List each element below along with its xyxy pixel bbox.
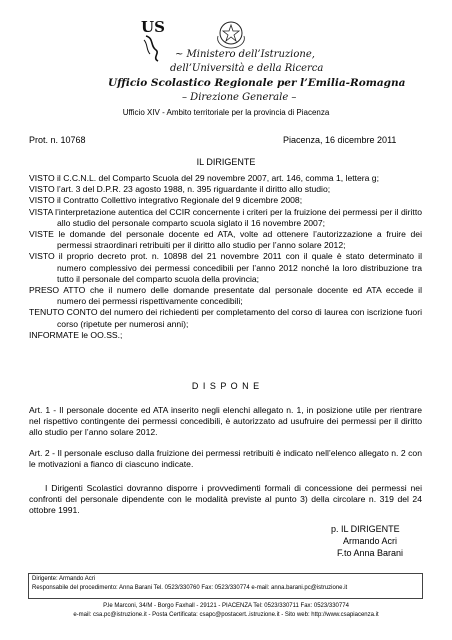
visto-item: VISTO il proprio decreto prot. n. 10898 del 21 novembre 2011 con il quale è stato determinato il numero complessivo dei permessi concedibili per l’anno 2012 nonché la loro distribuzione tra tutto il personale del comparto scuola della provincia;	[29, 251, 422, 284]
visto-item: TENUTO CONTO del numero dei richiedenti per completamento del corso di laurea con iscrizione fuori corso (ripetute per numerosi anni);	[29, 307, 422, 329]
footer-dirigente: Dirigente: Armando Acri	[32, 576, 96, 582]
signature-role: p. IL DIRIGENTE	[331, 524, 400, 534]
visto-item: PRESO ATTO che il numero delle domande presentate dal personale docente ed ATA eccede il numero dei permessi rispettivamente concedibili;	[29, 285, 422, 307]
visto-list	[29, 173, 422, 341]
logo-text: US	[141, 18, 165, 36]
article-2: Art. 2 - Il personale escluso dalla fruizione dei permessi retribuiti è indicato nell’elenco allegato n. 2 con le motivazioni a fianco di ciascuno indicate.	[29, 448, 422, 470]
place-date: Piacenza, 16 dicembre 2011	[283, 135, 397, 145]
footer-responsabile: Responsabile del procedimento: Anna Barani Tel. 0523/330760 Fax: 0523/330774 e-mail: anna.barani.pc@istruzione.it	[32, 585, 348, 591]
republic-emblem	[214, 18, 248, 50]
footer-box	[28, 573, 423, 599]
visto-item: VISTO l’art. 3 del D.P.R. 23 agosto 1988, n. 395 riguardante il diritto allo studio;	[29, 184, 331, 195]
letterhead-ministry: ~ Ministero dell’Istruzione,	[175, 49, 315, 60]
article-1: Art. 1 - Il personale docente ed ATA inserito negli elenchi allegato n. 1, in posizione utile per rientrare nel rispettivo contingente dei permessi concedibili, è autorizzato ad usufruire dei permessi per il diritto allo studio per l’anno solare 2012.	[29, 405, 422, 438]
heading-dirigente: IL DIRIGENTE	[196, 157, 256, 167]
visto-item: INFORMATE le OO.SS.;	[29, 329, 123, 340]
protocol-number: Prot. n. 10768	[29, 135, 86, 145]
us-logo	[140, 18, 170, 62]
dispone-heading: D I S P O N E	[191, 381, 261, 391]
letterhead-direction: – Direzione Generale –	[182, 92, 297, 103]
sub-office-line: Ufficio XIV - Ambito territoriale per la provincia di Piacenza	[122, 108, 330, 117]
signature-name: Armando Acri	[343, 536, 398, 546]
visto-item: VISTO il C.C.N.L. del Comparto Scuola del 29 novembre 2007, art. 146, comma 1, lettera g;	[29, 173, 379, 183]
signature-signed-by: F.to Anna Barani	[337, 548, 404, 558]
visto-item: VISTA l’interpretazione autentica del CCIR concernente i criteri per la fruizione dei permessi per il diritto allo studio del personale comparto scuola siglato il 16 novembre 2007;	[29, 206, 422, 228]
letterhead-regional-office: Ufficio Scolastico Regionale per l’Emilia-Romagna	[108, 77, 406, 89]
footer-address: P.le Marconi, 34/M - Borgo Faxhall - 29121 - PIACENZA Tel: 0523/330711 Fax: 0523/330774	[103, 603, 349, 609]
closing-paragraph: I Dirigenti Scolastici dovranno disporre i provvedimenti formali di concessione dei permessi nei confronti del personale dipendente con le modalità previste al punto 3) della circolare n. 319 del 24 ottobre 1991.	[29, 483, 422, 516]
visto-item: VISTO il Contratto Collettivo integrativo Regionale del 9 dicembre 2008;	[29, 195, 303, 206]
footer-contacts: e-mail: csa.pc@istruzione.it - Posta Certificata: csapc@postacert..istruzione.it - Sito web: http://www.csapiacenza.it	[73, 612, 379, 618]
visto-item: VISTE le domande del personale docente ed ATA, volte ad ottenere l’autorizzazione a fruire dei permessi straordinari retribuiti per il diritto allo studio per l’anno solare 2012;	[29, 229, 422, 251]
letterhead-university: dell’Università e della Ricerca	[170, 63, 324, 74]
